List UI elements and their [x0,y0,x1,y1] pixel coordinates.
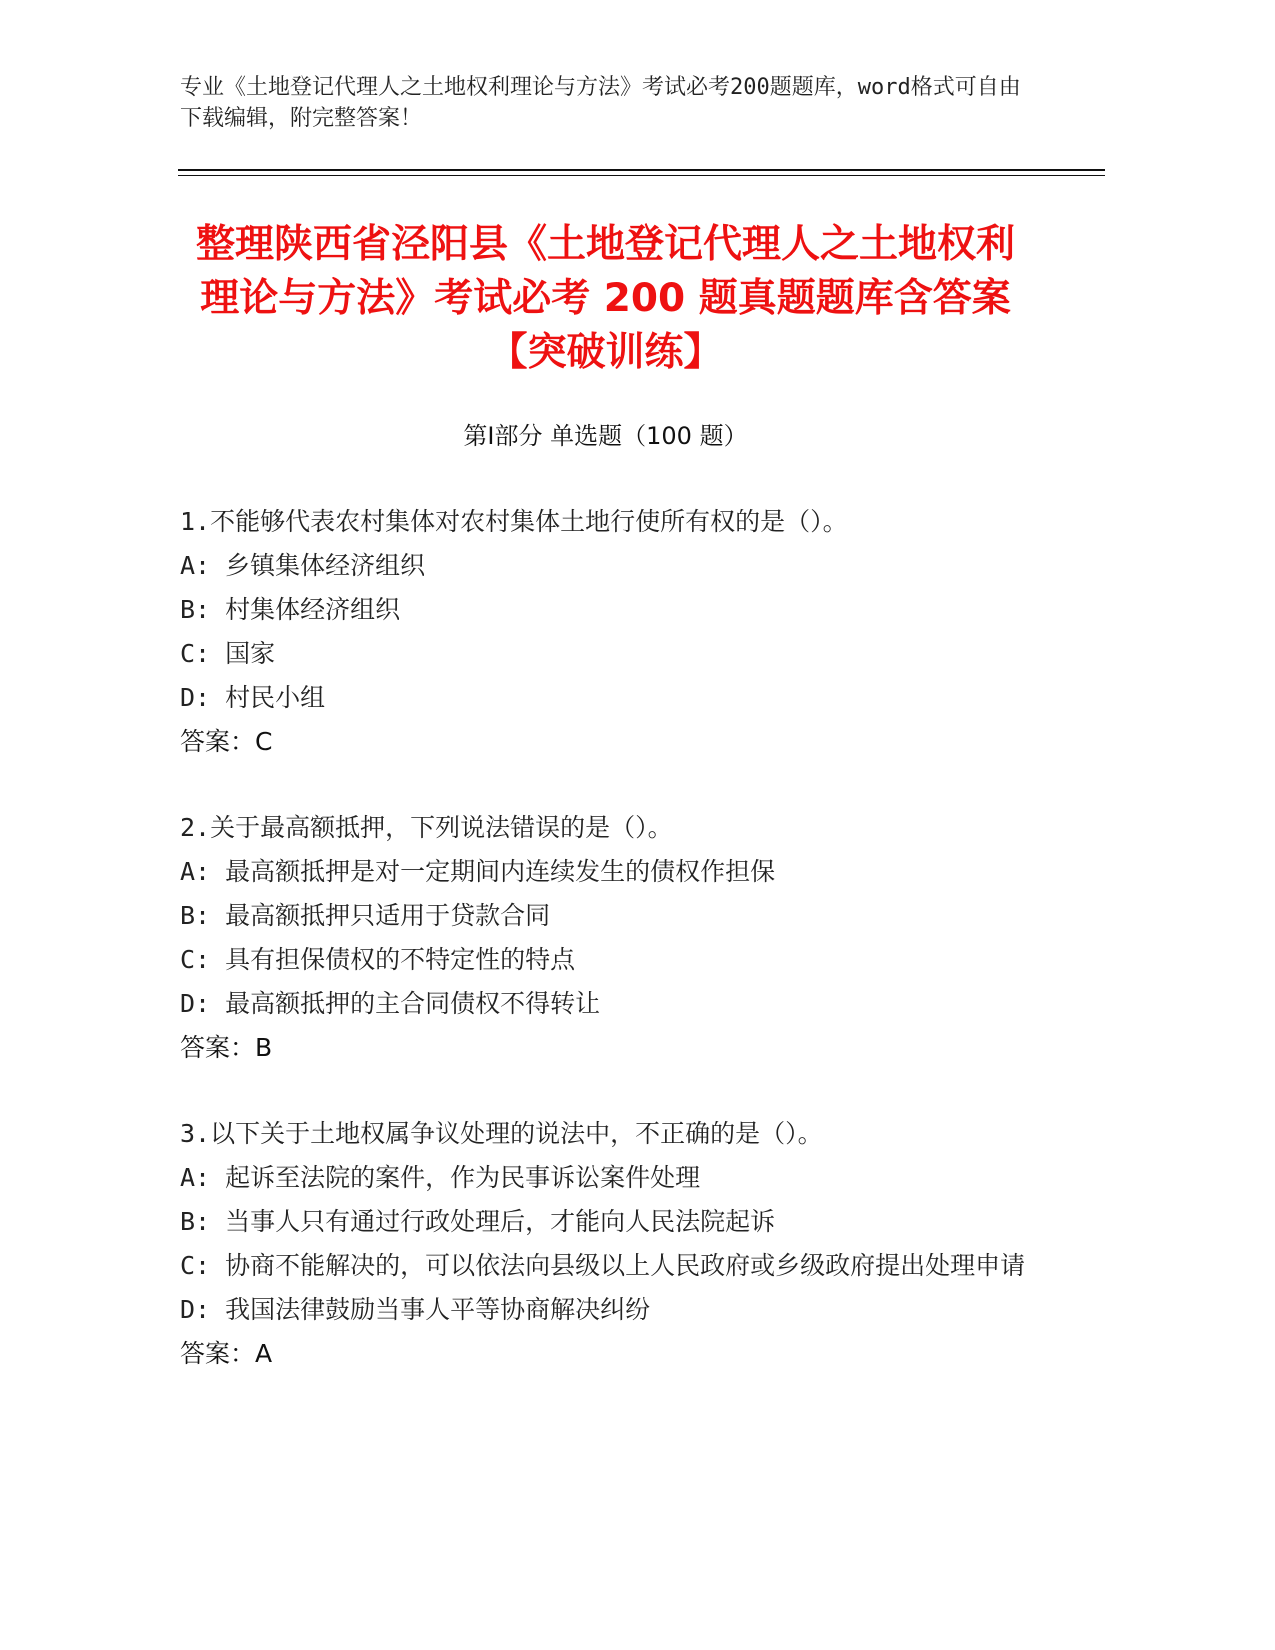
question-2 [180,806,1040,1070]
question-stem: 3.以下关于土地权属争议处理的说法中，不正确的是（）。 [180,1119,823,1148]
answer: 答案：B [180,1033,273,1062]
option-b: B: 当事人只有通过行政处理后，才能向人民法院起诉 [180,1207,776,1236]
option-d: D: 最高额抵押的主合同债权不得转让 [180,989,601,1018]
option-c: C: 协商不能解决的，可以依法向县级以上人民政府或乡级政府提出处理申请 [180,1251,1026,1280]
option-c: C: 国家 [180,639,276,668]
option-a: A: 最高额抵押是对一定期间内连续发生的债权作担保 [180,857,776,886]
question-3 [180,1112,1040,1376]
question-1 [180,500,1040,764]
option-b: B: 村集体经济组织 [180,595,401,624]
document-title: 整理陕西省泾阳县《土地登记代理人之土地权利理论与方法》考试必考 200 题真题题库含答案【突破训练】 [195,222,1015,375]
header-note: 专业《土地登记代理人之土地权利理论与方法》考试必考200题题库，word格式可自由下载编辑，附完整答案！ [180,75,1021,131]
answer: 答案：A [180,1339,273,1368]
option-a: A: 乡镇集体经济组织 [180,551,426,580]
option-a: A: 起诉至法院的案件，作为民事诉讼案件处理 [180,1163,701,1192]
answer: 答案：C [180,727,273,756]
section-title: 第Ⅰ部分 单选题（100 题） [463,422,748,450]
question-stem: 2.关于最高额抵押，下列说法错误的是（）。 [180,813,673,842]
header-rule-thick [178,169,1105,171]
question-stem: 1.不能够代表农村集体对农村集体土地行使所有权的是（）。 [180,507,848,536]
option-c: C: 具有担保债权的不特定性的特点 [180,945,576,974]
option-d: D: 我国法律鼓励当事人平等协商解决纠纷 [180,1295,651,1324]
option-b: B: 最高额抵押只适用于贷款合同 [180,901,551,930]
header-rule-thin [178,175,1105,176]
question-list [180,500,1040,1418]
option-d: D: 村民小组 [180,683,326,712]
